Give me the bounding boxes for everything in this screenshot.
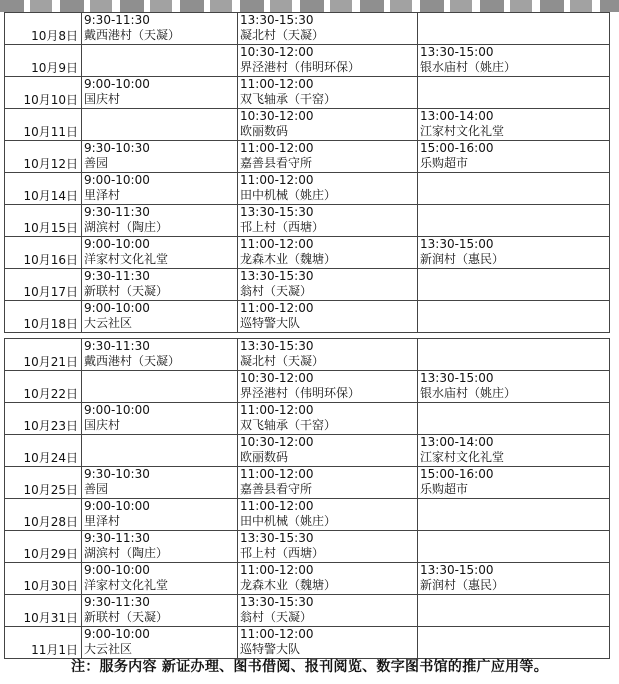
schedule-row [5,403,610,435]
session-time: 11:00-12:00 [240,173,314,187]
date-cell: 10月17日 [5,269,82,301]
schedule-row [5,595,610,627]
cropped-header-strip [0,0,619,12]
session-time: 13:30-15:30 [240,13,314,27]
schedule-row [5,531,610,563]
session-location: 里泽村 [84,188,121,202]
session-cell [238,45,418,77]
session-cell [82,13,238,45]
session-cell [82,627,238,659]
session-cell [82,301,238,333]
session-location: 欧丽数码 [240,450,289,464]
session-cell [418,109,610,141]
date-cell: 10月9日 [5,45,82,77]
session-cell [238,77,418,109]
session-cell [82,339,238,371]
session-time: 13:30-15:30 [240,339,314,353]
session-location: 乐购超市 [420,156,469,170]
session-cell [82,435,238,467]
session-time: 11:00-12:00 [240,499,314,513]
session-time: 13:30-15:30 [240,595,314,609]
date-cell: 10月25日 [5,467,82,499]
session-location: 善园 [84,156,109,170]
session-location: 洋家村文化礼堂 [84,578,169,592]
session-location: 国庆村 [84,92,121,106]
session-time: 11:00-12:00 [240,77,314,91]
session-location: 凝北村（天凝） [240,354,325,368]
session-cell [238,499,418,531]
session-cell [82,499,238,531]
session-time: 11:00-12:00 [240,627,314,641]
session-cell [238,371,418,403]
schedule-row [5,237,610,269]
session-cell [238,205,418,237]
session-location: 国庆村 [84,418,121,432]
session-cell [238,109,418,141]
session-location: 新润村（惠民） [420,252,505,266]
session-time: 9:30-11:30 [84,595,150,609]
session-location: 善园 [84,482,109,496]
session-cell [82,595,238,627]
session-cell [418,339,610,371]
session-time: 13:30-15:00 [420,237,494,251]
date-cell: 10月28日 [5,499,82,531]
session-time: 10:30-12:00 [240,109,314,123]
session-cell [418,403,610,435]
session-time: 9:00-10:00 [84,499,150,513]
session-location: 凝北村（天凝） [240,28,325,42]
session-cell [418,595,610,627]
session-location: 龙森木业（魏塘） [240,578,337,592]
session-cell [82,173,238,205]
session-cell [238,269,418,301]
session-location: 戴西港村（天凝） [84,354,181,368]
schedule-row [5,141,610,173]
session-cell [238,141,418,173]
session-cell [418,237,610,269]
service-note: 注：服务内容 新证办理、图书借阅、报刊阅览、数字图书馆的推广应用等。 [70,659,549,675]
session-cell [238,301,418,333]
session-cell [238,173,418,205]
session-cell [238,339,418,371]
session-location: 湖滨村（陶庄） [84,220,169,234]
session-cell [418,467,610,499]
session-time: 13:30-15:30 [240,269,314,283]
session-cell [82,403,238,435]
session-time: 9:30-11:30 [84,531,150,545]
session-cell [418,13,610,45]
date-cell: 10月10日 [5,77,82,109]
session-cell [82,531,238,563]
session-cell [418,205,610,237]
schedule-row [5,499,610,531]
schedule-row [5,77,610,109]
session-time: 13:30-15:30 [240,531,314,545]
date-cell: 10月23日 [5,403,82,435]
session-location: 嘉善县看守所 [240,482,313,496]
session-location: 龙森木业（魏塘） [240,252,337,266]
session-time: 15:00-16:00 [420,467,494,481]
date-cell: 10月22日 [5,371,82,403]
session-location: 巡特警大队 [240,316,301,330]
session-time: 9:00-10:00 [84,173,150,187]
session-cell [82,563,238,595]
session-cell [82,77,238,109]
session-location: 银水庙村（姚庄） [420,386,517,400]
session-cell [418,141,610,173]
date-cell: 10月24日 [5,435,82,467]
session-time: 9:30-11:30 [84,13,150,27]
session-time: 13:30-15:00 [420,371,494,385]
session-cell [238,237,418,269]
session-time: 13:30-15:00 [420,45,494,59]
session-cell [238,435,418,467]
session-cell [82,467,238,499]
session-location: 邗上村（西塘） [240,546,325,560]
schedule-row [5,301,610,333]
date-cell: 10月29日 [5,531,82,563]
session-location: 银水庙村（姚庄） [420,60,517,74]
date-cell: 10月31日 [5,595,82,627]
session-cell [418,435,610,467]
session-cell [418,531,610,563]
date-cell: 10月12日 [5,141,82,173]
session-cell [82,371,238,403]
session-location: 湖滨村（陶庄） [84,546,169,560]
session-cell [418,563,610,595]
schedule-row [5,371,610,403]
session-location: 江家村文化礼堂 [420,124,505,138]
date-cell: 10月14日 [5,173,82,205]
date-cell: 10月8日 [5,13,82,45]
session-cell [238,531,418,563]
session-location: 洋家村文化礼堂 [84,252,169,266]
session-location: 田中机械（姚庄） [240,514,337,528]
schedule-row [5,435,610,467]
session-time: 15:00-16:00 [420,141,494,155]
session-location: 大云社区 [84,642,133,656]
session-time: 9:00-10:00 [84,403,150,417]
date-cell: 10月30日 [5,563,82,595]
session-cell [418,301,610,333]
session-cell [238,467,418,499]
session-cell [82,237,238,269]
session-time: 11:00-12:00 [240,563,314,577]
session-location: 嘉善县看守所 [240,156,313,170]
session-time: 13:30-15:00 [420,563,494,577]
session-time: 11:00-12:00 [240,237,314,251]
date-cell: 10月11日 [5,109,82,141]
schedule-row [5,563,610,595]
session-time: 10:30-12:00 [240,371,314,385]
session-cell [238,563,418,595]
session-location: 江家村文化礼堂 [420,450,505,464]
session-time: 9:30-10:30 [84,141,150,155]
session-cell [418,499,610,531]
session-cell [238,403,418,435]
session-location: 乐购超市 [420,482,469,496]
session-location: 界泾港村（伟明环保） [240,386,361,400]
session-location: 新联村（天凝） [84,610,169,624]
session-time: 9:00-10:00 [84,77,150,91]
session-location: 界泾港村（伟明环保） [240,60,361,74]
session-cell [82,45,238,77]
session-cell [418,173,610,205]
session-time: 13:00-14:00 [420,109,494,123]
schedule-row [5,467,610,499]
session-time: 11:00-12:00 [240,467,314,481]
session-cell [82,141,238,173]
session-location: 翁村（天凝） [240,610,313,624]
session-cell [238,13,418,45]
schedule-row [5,109,610,141]
session-cell [238,627,418,659]
session-location: 新联村（天凝） [84,284,169,298]
session-location: 双飞轴承（干窑） [240,92,337,106]
schedule-row [5,269,610,301]
session-time: 9:30-11:30 [84,269,150,283]
session-time: 11:00-12:00 [240,141,314,155]
session-cell [418,269,610,301]
session-time: 9:00-10:00 [84,301,150,315]
session-time: 10:30-12:00 [240,435,314,449]
date-cell: 10月16日 [5,237,82,269]
schedule-table-october-first [4,12,610,333]
session-cell [418,627,610,659]
session-cell [82,205,238,237]
session-location: 里泽村 [84,514,121,528]
session-cell [82,269,238,301]
session-time: 9:30-10:30 [84,467,150,481]
session-time: 9:00-10:00 [84,627,150,641]
session-cell [418,371,610,403]
session-location: 翁村（天凝） [240,284,313,298]
date-cell: 10月21日 [5,339,82,371]
schedule-row [5,45,610,77]
session-time: 13:00-14:00 [420,435,494,449]
session-location: 欧丽数码 [240,124,289,138]
session-location: 戴西港村（天凝） [84,28,181,42]
session-location: 巡特警大队 [240,642,301,656]
session-time: 9:30-11:30 [84,205,150,219]
schedule-row [5,173,610,205]
session-cell [238,595,418,627]
schedule-row [5,13,610,45]
schedule-row [5,339,610,371]
session-location: 大云社区 [84,316,133,330]
date-cell: 10月18日 [5,301,82,333]
session-cell [418,77,610,109]
session-time: 9:00-10:00 [84,237,150,251]
session-location: 邗上村（西塘） [240,220,325,234]
session-cell [418,45,610,77]
session-time: 11:00-12:00 [240,403,314,417]
schedule-row [5,205,610,237]
session-time: 9:00-10:00 [84,563,150,577]
date-cell: 11月1日 [5,627,82,659]
session-time: 9:30-11:30 [84,339,150,353]
session-location: 双飞轴承（干窑） [240,418,337,432]
session-location: 田中机械（姚庄） [240,188,337,202]
schedule-row [5,627,610,659]
schedule-table-october-second [4,338,610,659]
session-time: 11:00-12:00 [240,301,314,315]
session-location: 新润村（惠民） [420,578,505,592]
session-cell [82,109,238,141]
session-time: 10:30-12:00 [240,45,314,59]
session-time: 13:30-15:30 [240,205,314,219]
date-cell: 10月15日 [5,205,82,237]
